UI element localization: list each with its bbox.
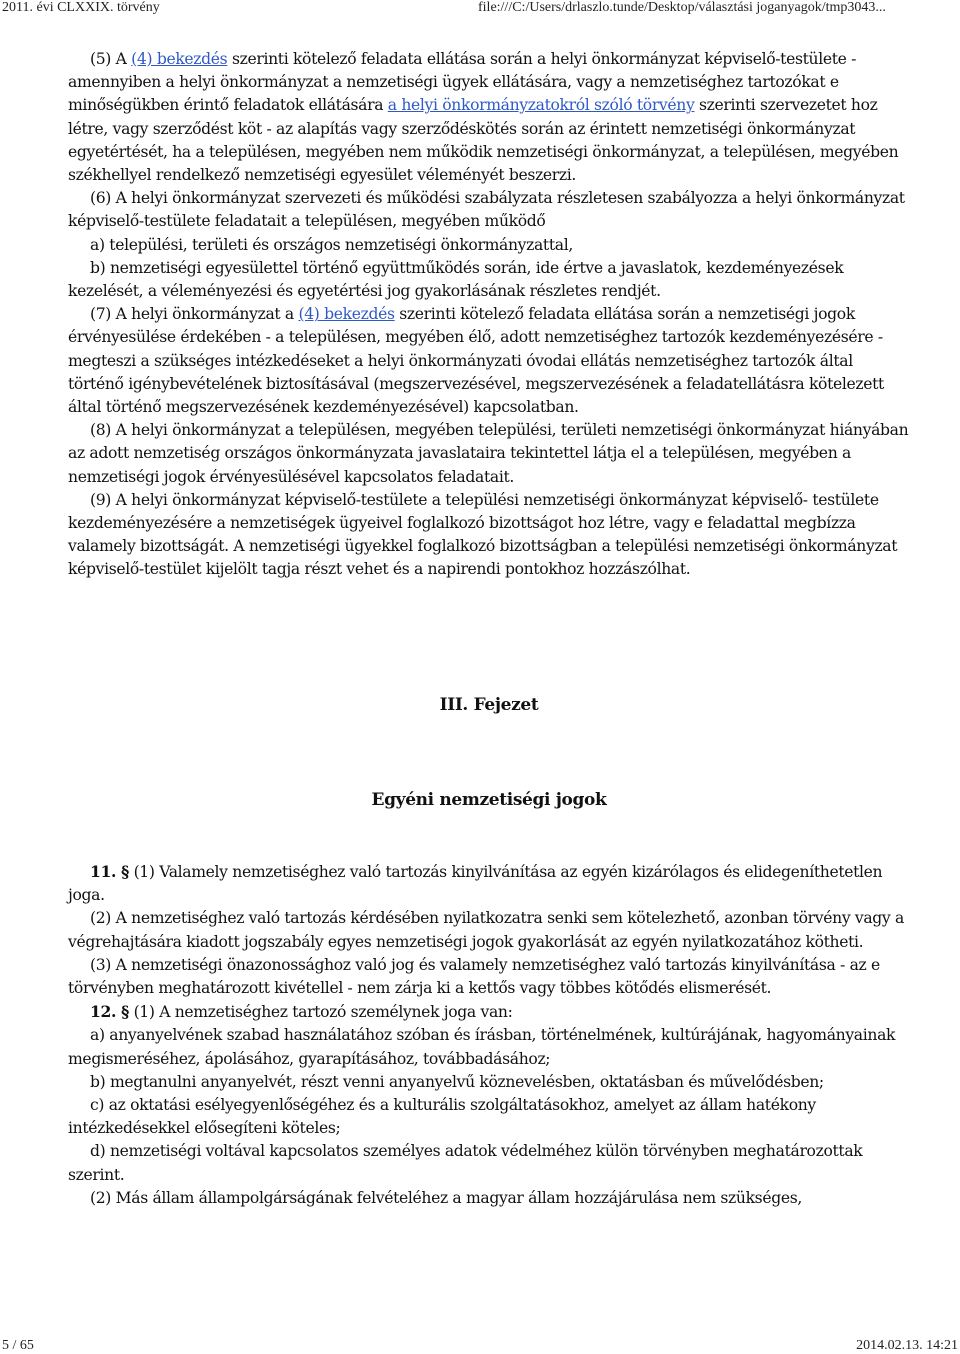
paragraph-6-b: b) nemzetiségi egyesülettel történő együttműködés során, ide értve a javaslatok, kezdeményezések kezelését, a véleményezési és egyetértési jog gyakorlásának részletes rendjét. xyxy=(68,258,844,301)
header-document-title: 2011. évi CLXXIX. törvény xyxy=(2,0,160,15)
chapter-title: Egyéni nemzetiségi jogok xyxy=(371,790,607,810)
header-file-path: file:///C:/Users/drlaszlo.tunde/Desktop/választási joganyagok/tmp3043... xyxy=(478,0,886,15)
text-run: (5) A xyxy=(90,50,132,68)
text-run: (1) Valamely nemzetiséghez való tartozás kinyilvánítása az egyén kizárólagos és elidegeníthetetlen joga. xyxy=(68,863,883,905)
link-onkormanyzati-torveny[interactable]: a helyi önkormányzatokról szóló törvény xyxy=(387,96,695,115)
section-12-point-b: b) megtanulni anyanyelvét, részt venni anyanyelvű köznevelésben, oktatásban és művelődésben; xyxy=(90,1072,824,1091)
section-block xyxy=(68,860,910,1210)
section-12-paragraph-1 xyxy=(68,1000,910,1024)
section-number-12: 12. § xyxy=(90,1002,129,1022)
print-footer xyxy=(0,1338,960,1354)
section-11-paragraph-2: (2) A nemzetiséghez való tartozás kérdésében nyilatkozatra senki sem kötelezhető, azonban törvény vagy a végrehajtására kiadott jogszabály egyes nemzetiségi jogok gyakorlását az egyén nyilatkozatához kötheti. xyxy=(68,909,904,951)
section-11-paragraph-1 xyxy=(68,860,910,907)
text-run: (7) A helyi önkormányzat a xyxy=(90,305,299,324)
section-number-11: 11. § xyxy=(90,862,129,881)
footer-datetime: 2014.02.13. 14:21 xyxy=(856,1338,958,1353)
text-run: szerinti kötelező feladata ellátása során a nemzetiségi jogok érvényesülése érdekében - a településen, megyében élő, adott nemzetiséghez tartozók kezdeményezésére - megteszi a szükséges intézkedéseket a helyi önkormányzati óvodai ellátás nemzetiséghez tartozók által történő igénybevételének biztosításával (megszervezésével, megszervezésének a feladatellátásra kötelezett által történő megszervezésének kezdeményezésével) kapcsolatban. xyxy=(68,305,884,417)
document-body xyxy=(68,48,910,1207)
text-run: szerinti szervezetet hoz létre, vagy szerződést köt - az alapítás vagy szerződéskötés során az érintett nemzetiségi önkormányzat egyetértését, ha a településen, megyében nem működik nemzetiségi önkormányzat, a településen, megyében székhellyel rendelkező nemzetiségi egyesület véleményét beszerzi. xyxy=(68,96,899,185)
paragraph-6-a: a) települési, területi és országos nemzetiségi önkormányzattal, xyxy=(90,235,573,254)
paragraph-9: (9) A helyi önkormányzat képviselő-testülete a települési nemzetiségi önkormányzat képviselő- testülete kezdeményezésére a nemzetiségek ügyeivel foglalkozó bizottságot hoz létre, vagy e feladattal megbízza valamely bizottságát. A nemzetiségi ügyekkel foglalkozó bizottságban a települési nemzetiségi önkormányzat képviselő-testület kijelölt tagja részt vehet és a napirendi pontokhoz hozzászólhat. xyxy=(68,490,898,579)
paragraph-7 xyxy=(68,303,910,419)
text-run: szerinti kötelező feladata ellátása során a helyi önkormányzat képviselő-testülete - amennyiben a helyi önkormányzat a nemzetiségi ügyek ellátására, vagy a nemzetiséghez tartozókat e minőségükben érintő feladatok ellátására xyxy=(68,50,857,115)
paragraph-6: (6) A helyi önkormányzat szervezeti és működési szabályzata részletesen szabályozza a helyi önkormányzat képviselő-testülete feladatait a településen, megyében működő xyxy=(68,189,905,231)
print-header xyxy=(0,0,960,18)
footer-page-number: 5 / 65 xyxy=(2,1338,34,1353)
chapter-number: III. Fejezet xyxy=(439,695,539,715)
paragraph-8: (8) A helyi önkormányzat a településen, megyében települési, területi nemzetiségi önkormányzat hiányában az adott nemzetiség országos önkormányzata javaslataira tekintettel látja el a településen, megyében a nemzetiségi jogok érvényesülésével kapcsolatos feladatait. xyxy=(68,421,909,486)
paragraph-5 xyxy=(68,48,910,187)
text-run: (1) A nemzetiséghez tartozó személynek joga van: xyxy=(128,1003,513,1022)
section-12-paragraph-2: (2) Más állam állampolgárságának felvételéhez a magyar állam hozzájárulása nem szükséges, xyxy=(90,1188,802,1207)
section-12-point-a: a) anyanyelvének szabad használatához szóban és írásban, történelmének, kultúrájának, hagyományainak megismeréséhez, ápolásához, gyarapításához, továbbadásához; xyxy=(68,1026,896,1068)
section-12-point-c: c) az oktatási esélyegyenlőségéhez és a kulturális szolgáltatásokhoz, amelyet az állam hatékony intézkedésekkel elősegíteni köteles; xyxy=(68,1096,816,1138)
link-4-bekezdes-2[interactable]: (4) bekezdés xyxy=(298,305,395,324)
section-12-point-d: d) nemzetiségi voltával kapcsolatos személyes adatok védelméhez külön törvényben meghatározottak szerint. xyxy=(68,1142,863,1184)
section-11-paragraph-3: (3) A nemzetiségi önazonossághoz való jog és valamely nemzetiséghez való tartozás kinyilvánítása - az e törvényben meghatározott kivétellel - nem zárja ki a kettős vagy többes kötődés elismerését. xyxy=(68,955,880,998)
link-4-bekezdes[interactable]: (4) bekezdés xyxy=(131,50,228,68)
